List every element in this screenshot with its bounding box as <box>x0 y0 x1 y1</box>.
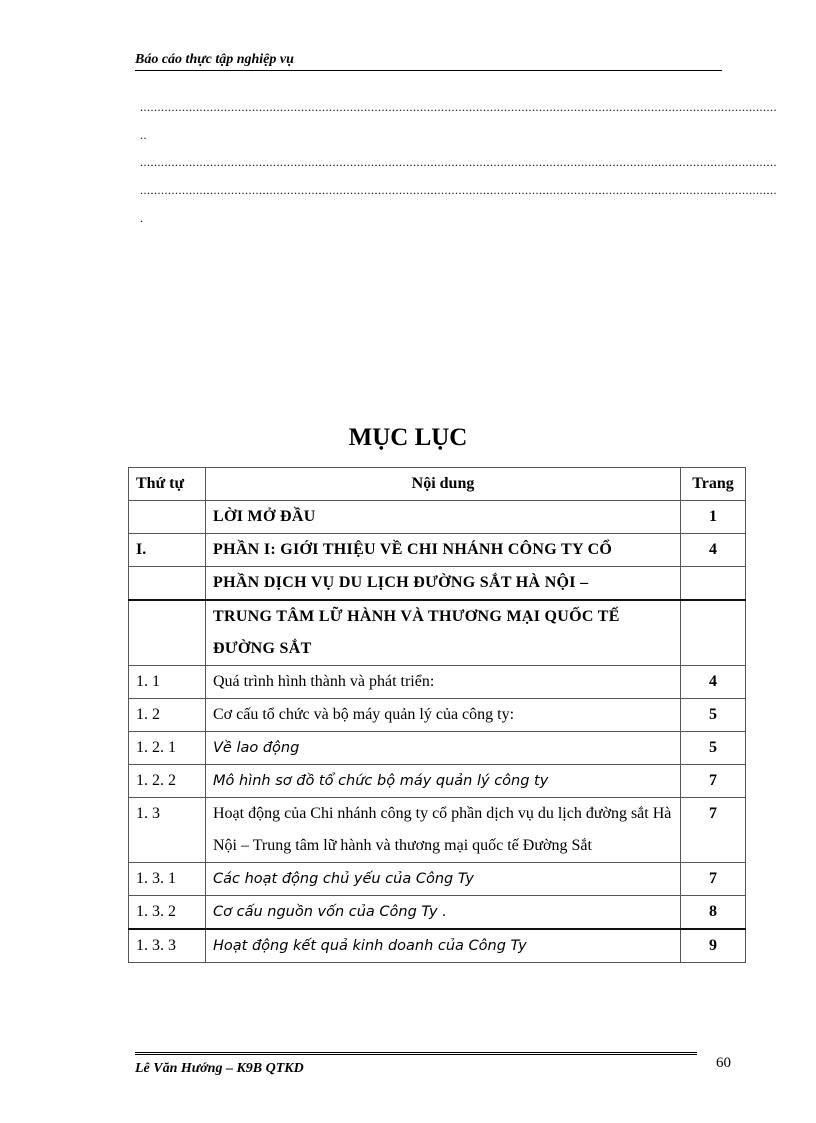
table-row <box>129 732 746 765</box>
toc-page: 4 <box>681 534 746 567</box>
toc-entry: Hoạt động của Chi nhánh công ty cổ phần dịch vụ du lịch đường sắt Hà Nội – Trung tâm lữ hành và thương mại quốc tế Đường Sắt <box>206 798 681 863</box>
toc-order: I. <box>129 534 206 567</box>
running-footer <box>135 1052 697 1077</box>
dotted-line: . <box>140 211 144 225</box>
toc-page: 9 <box>681 929 746 963</box>
toc-entry: Hoạt động kết quả kinh doanh của Công Ty <box>206 929 681 963</box>
toc-order: 1. 3 <box>129 798 206 863</box>
footer-author: Lê Văn Hướng – K9B QTKD <box>135 1061 304 1076</box>
toc-order <box>129 567 206 601</box>
toc-order: 1. 3. 2 <box>129 896 206 930</box>
toc-page: 4 <box>681 666 746 699</box>
toc-table <box>128 467 746 963</box>
column-header-page: Trang <box>681 468 746 501</box>
dotted-line: ...................................................................................................................................................................................... <box>140 155 777 169</box>
toc-page: 5 <box>681 732 746 765</box>
toc-entry: PHẦN I: GIỚI THIỆU VỀ CHI NHÁNH CÔNG TY CỔ <box>206 534 681 567</box>
table-row <box>129 798 746 863</box>
toc-entry: Mô hình sơ đồ tổ chức bộ máy quản lý công ty <box>206 765 681 798</box>
dotted-line: ...................................................................................................................................................................................... <box>140 100 777 114</box>
toc-page: 7 <box>681 798 746 863</box>
toc-entry: Cơ cấu nguồn vốn của Công Ty . <box>206 896 681 930</box>
toc-order: 1. 2 <box>129 699 206 732</box>
header-title: Báo cáo thực tập nghiệp vụ <box>135 52 294 67</box>
table-row <box>129 896 746 930</box>
table-row <box>129 666 746 699</box>
column-header-content: Nội dung <box>206 468 681 501</box>
toc-header-row <box>129 468 746 501</box>
toc-order <box>129 600 206 666</box>
running-header <box>135 50 722 71</box>
table-row <box>129 699 746 732</box>
table-row <box>129 501 746 534</box>
toc-page <box>681 567 746 601</box>
table-row <box>129 929 746 963</box>
table-row <box>129 600 746 666</box>
toc-entry: LỜI MỞ ĐẦU <box>206 501 681 534</box>
toc-entry: Về lao động <box>206 732 681 765</box>
toc-order: 1. 1 <box>129 666 206 699</box>
table-row <box>129 863 746 896</box>
page-number: 60 <box>716 1055 731 1071</box>
table-row <box>129 567 746 601</box>
toc-entry: Cơ cấu tổ chức và bộ máy quản lý của công ty: <box>206 699 681 732</box>
toc-page: 5 <box>681 699 746 732</box>
toc-order: 1. 2. 1 <box>129 732 206 765</box>
column-header-order: Thứ tự <box>129 468 206 501</box>
toc-order: 1. 2. 2 <box>129 765 206 798</box>
table-row <box>129 765 746 798</box>
toc-page: 8 <box>681 896 746 930</box>
dotted-line: .. <box>140 128 147 142</box>
toc-entry: Quá trình hình thành và phát triển: <box>206 666 681 699</box>
toc-order: 1. 3. 1 <box>129 863 206 896</box>
table-row <box>129 534 746 567</box>
toc-page <box>681 600 746 666</box>
toc-entry: PHẦN DỊCH VỤ DU LỊCH ĐƯỜNG SẮT HÀ NỘI – <box>206 567 681 601</box>
toc-order: 1. 3. 3 <box>129 929 206 963</box>
dotted-line: ...................................................................................................................................................................................... <box>140 183 777 197</box>
toc-page: 7 <box>681 765 746 798</box>
toc-page: 1 <box>681 501 746 534</box>
toc-entry: TRUNG TÂM LỮ HÀNH VÀ THƯƠNG MẠI QUỐC TẾ ĐƯỜNG SẮT <box>206 600 681 666</box>
toc-page: 7 <box>681 863 746 896</box>
toc-order <box>129 501 206 534</box>
toc-title: MỤC LỤC <box>348 424 468 451</box>
toc-entry: Các hoạt động chủ yếu của Công Ty <box>206 863 681 896</box>
